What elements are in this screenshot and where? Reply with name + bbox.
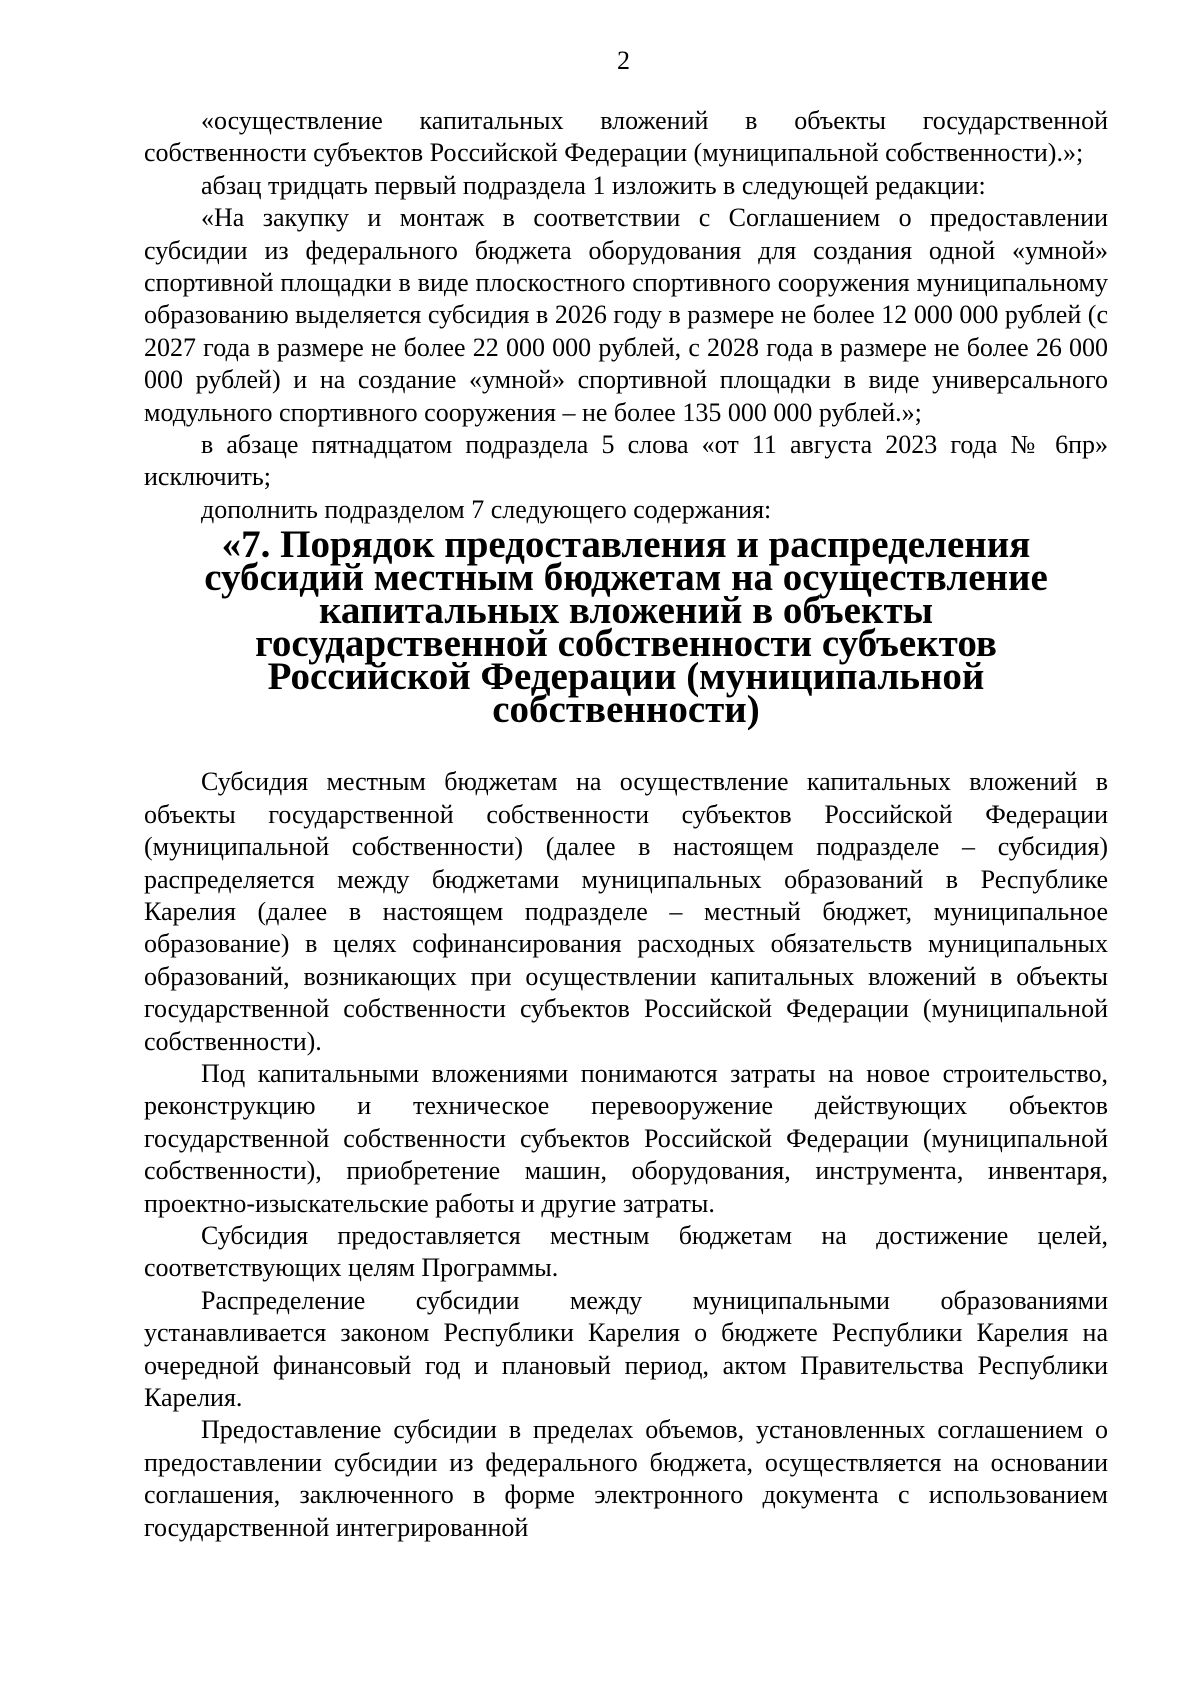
- paragraph-body-3: Субсидия предоставляется местным бюджетам на достижение целей, соответствующих целям Программы.: [144, 1220, 1108, 1283]
- paragraph-body-4: Распределение субсидии между муниципальными образованиями устанавливается законом Республики Карелия о бюджете Республики Карелия на очередной финансовый год и плановый период, актом Правительства Республики Карелия.: [144, 1285, 1108, 1412]
- paragraph-intro-2: абзац тридцать первый подраздела 1 изложить в следующей редакции:: [201, 170, 986, 200]
- paragraph-body-5: Предоставление субсидии в пределах объемов, установленных соглашением о предоставлении субсидии из федерального бюджета, осуществляется на основании соглашения, заключенного в форме электронного документа с использованием государственной интегрированной: [144, 1415, 1108, 1542]
- paragraph-intro-1: «осуществление капитальных вложений в объекты государственной собственности субъектов Российской Федерации (муниципальной собственности).»;: [144, 106, 1108, 168]
- section-spacer: [144, 726, 1108, 766]
- page-number: 2: [617, 46, 630, 75]
- paragraph-intro-5: дополнить подразделом 7 следующего содержания:: [201, 494, 772, 524]
- section-heading: «7. Порядок предоставления и распределения субсидий местным бюджетам на осуществление капитальных вложений в объекты государственной собственности субъектов Российской Федерации (муниципальной собственности): [204, 523, 1048, 732]
- paragraph-body-2: Под капитальными вложениями понимаются затраты на новое строительство, реконструкцию и техническое перевооружение действующих объектов государственной собственности субъектов Российской Федерации (муниципальной собственности), приобретение машин, оборудования, инструмента, инвентаря, проектно-изыскательские работы и другие затраты.: [144, 1058, 1108, 1218]
- document-body: [144, 105, 1108, 1544]
- paragraph-body-1: Субсидия местным бюджетам на осуществление капитальных вложений в объекты государственной собственности субъектов Российской Федерации (муниципальной собственности) (далее в настоящем подразделе – субсидия) распределяется между бюджетами муниципальных образований в Республике Карелия (далее в настоящем подразделе – местный бюджет, муниципальное образование) в целях софинансирования расходных обязательств муниципальных образований, возникающих при осуществлении капитальных вложений в объекты государственной собственности субъектов Российской Федерации (муниципальной собственности).: [144, 767, 1108, 1056]
- paragraph-intro-4: в абзаце пятнадцатом подраздела 5 слова «от 11 августа 2023 года № 6пр» исключить;: [144, 430, 1108, 492]
- paragraph-intro-3: «На закупку и монтаж в соответствии с Соглашением о предоставлении субсидии из федерального бюджета оборудования для создания одной «умной» спортивной площадки в виде плоскостного спортивного сооружения муниципальному образованию выделяется субсидия в 2026 году в размере не более 12 000 000 рублей (с 2027 года в размере не более 22 000 000 рублей, с 2028 года в размере не более 26 000 000 рублей) и на создание «умной» спортивной площадки в виде универсального модульного спортивного сооружения – не более 135 000 000 рублей.»;: [144, 203, 1108, 427]
